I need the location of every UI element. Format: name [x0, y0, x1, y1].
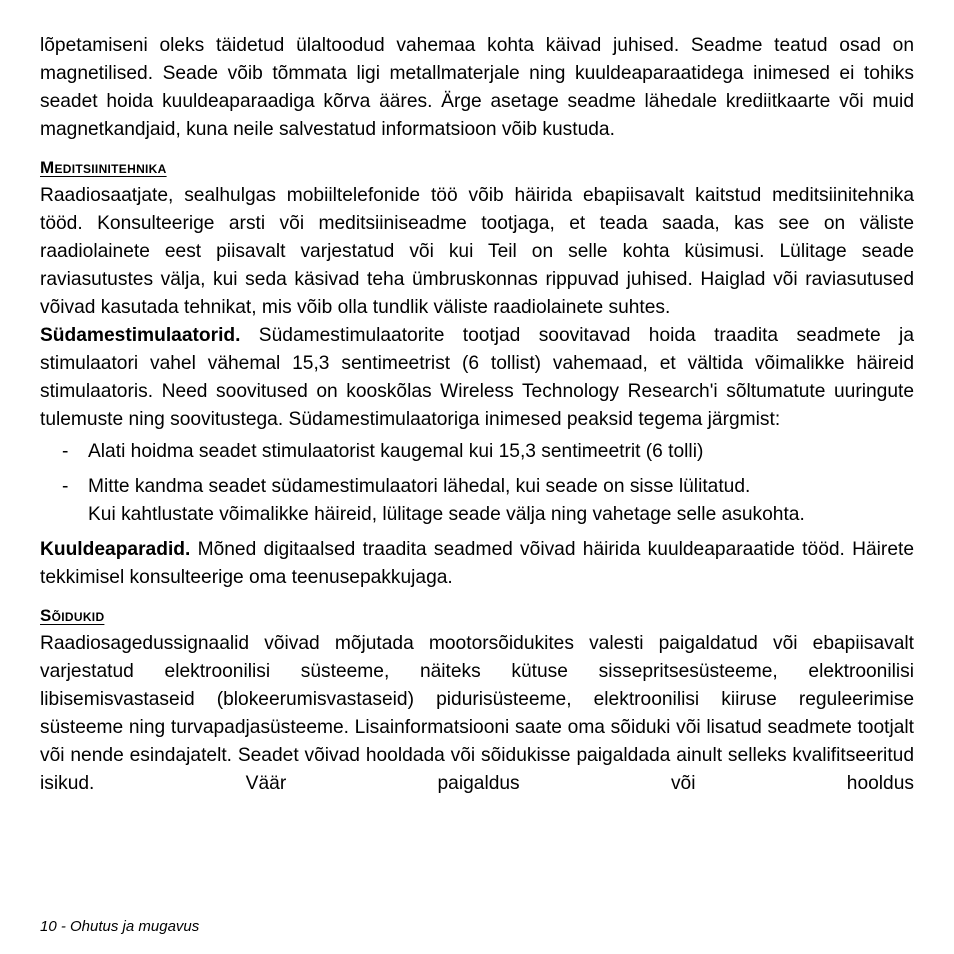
pacemakers-lead: Südamestimulaatorid. [40, 325, 241, 346]
medical-paragraph: Raadiosaatjate, sealhulgas mobiiltelefonide töö võib häirida ebapiisavalt kaitstud meditsiinitehnika tööd. Konsulteerige arsti või meditsiiniseadme tootjaga, et teada saada, kas see on väliste raadiolainete eest piisavalt varjestatud või kui Teil on selle kohta küsimusi. Lülitage seade raviasutustes välja, kui seda käsivad teha ümbruskonnas rippuvad juhised. Haiglad või raviasutused võivad kasutada tehnikat, mis võib olla tundlik väliste raadiolainete suhtes. [40, 185, 914, 318]
vehicles-paragraph: Raadiosagedussignaalid võivad mõjutada mootorsõidukites valesti paigaldatud või ebapiisavalt varjestatud elektroonilisi süsteeme, näiteks kütuse sissepritsesüsteeme, elektroonilisi libisemisvastaseid (blokeerumisvastaseid) pidurisüsteeme, elektroonilisi kiiruse reguleerimise süsteeme ning turvapadjasüsteeme. Lisainformatsiooni saate oma sõiduki või lisatud seadmete tootjalt või nende esindajatelt. Seadet võivad hooldada või sõidukisse paigaldada ainult selleks kvalifitseeritud isikud. Väär paigaldus või hooldus [40, 633, 914, 794]
hearing-aids-paragraph [40, 536, 914, 592]
pacemaker-advice-list [40, 438, 914, 529]
list-item [40, 473, 914, 529]
section-heading-medical: Meditsiinitehnika [40, 158, 167, 177]
section-heading-vehicles: Sõidukid [40, 606, 105, 625]
document-page [40, 32, 914, 798]
list-item-text: Alati hoidma seadet stimulaatorist kaugemal kui 15,3 sentimeetrit (6 tolli) [88, 441, 704, 462]
page-footer: 10 - Ohutus ja mugavus [40, 918, 200, 935]
list-dash: - [62, 441, 69, 462]
list-item-continuation: Kui kahtlustate võimalikke häireid, lülitage seade välja ning vahetage selle asukohta. [88, 504, 805, 525]
pacemakers-text: Südamestimulaatorite tootjad soovitavad hoida traadita seadmete ja stimulaatori vahel vähemal 15,3 sentimeetrist (6 tollist) vahemaad, et vältida võimalikke häireid stimulaatoris. Need soovitused on kooskõlas Wireless Technology Research'i sõltumatute uuringute tulemuste ning soovitustega. Südamestimulaatoriga inimesed peaksid tegema järgmist: [40, 325, 914, 430]
list-item [40, 438, 914, 466]
hearing-aids-text: Mõned digitaalsed traadita seadmed võivad häirida kuuldeaparaatide tööd. Häirete tekkimisel konsulteerige oma teenusepakkujaga. [40, 539, 914, 588]
list-dash: - [62, 476, 69, 497]
list-item-text: Mitte kandma seadet südamestimulaatori lähedal, kui seade on sisse lülitatud. [88, 476, 751, 497]
hearing-aids-lead: Kuuldeaparadid. [40, 539, 191, 560]
intro-paragraph: lõpetamiseni oleks täidetud ülaltoodud vahemaa kohta käivad juhised. Seadme teatud osad on magnetilised. Seade võib tõmmata ligi metallmaterjale ning kuuldeaparaatidega inimesed ei tohiks seadet hoida kuuldeaparaadiga kõrva ääres. Ärge asetage seadme lähedale krediitkaarte või muid magnetkandjaid, kuna neile salvestatud informatsioon võib kustuda. [40, 35, 914, 140]
pacemakers-paragraph [40, 322, 914, 434]
